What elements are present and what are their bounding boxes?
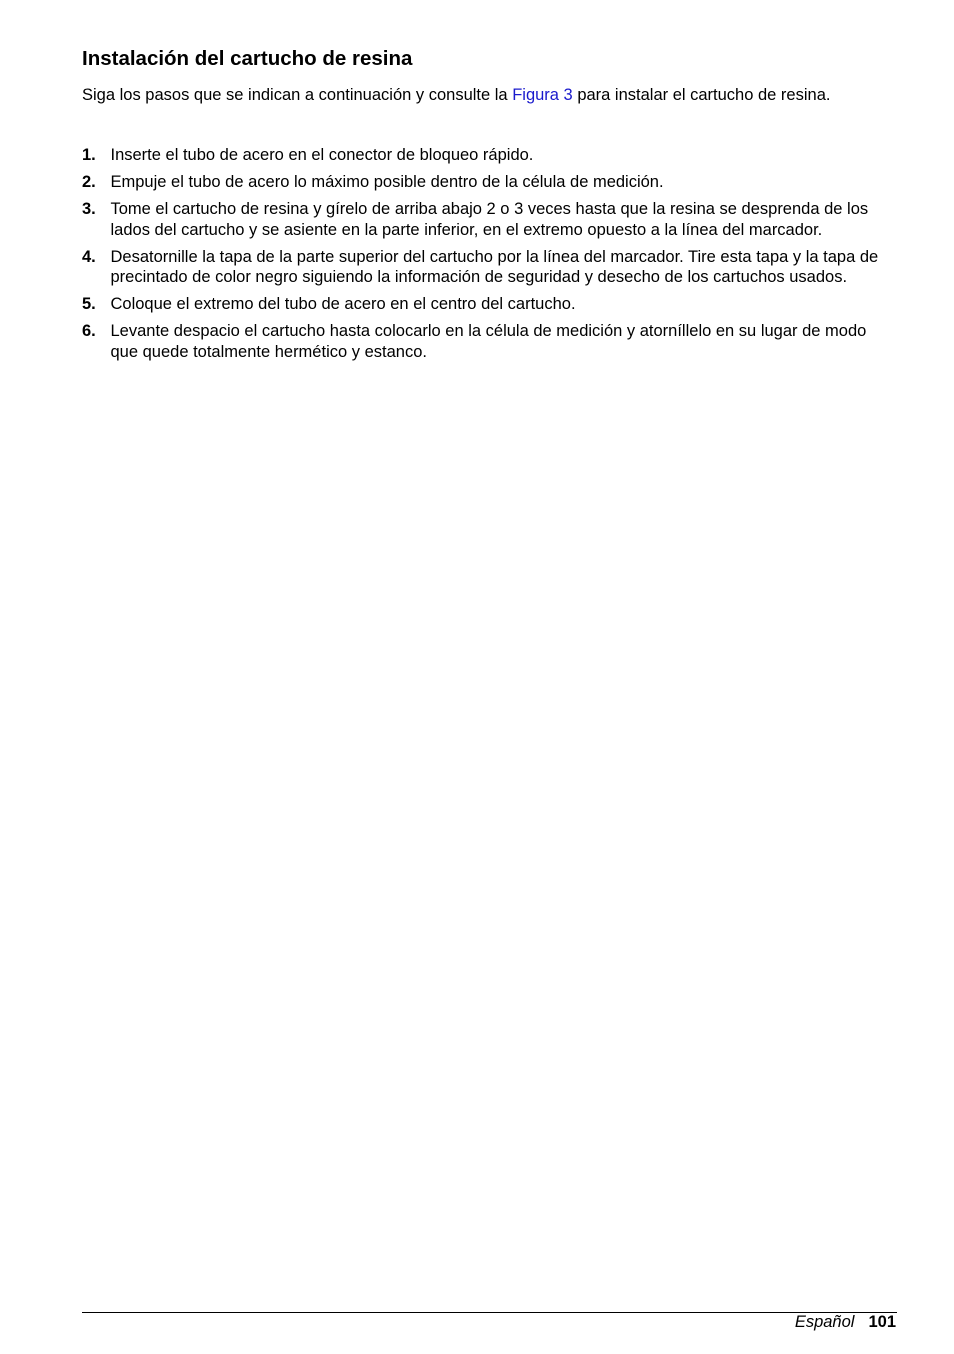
step-number: 1. [82, 146, 96, 164]
step-text: Tome el cartucho de resina y gírelo de arriba abajo 2 o 3 veces hasta que la resina se desprenda de los lados del cartucho y se asiente en la parte inferior, en el extremo opuesto a la línea del marcador. [110, 199, 869, 239]
step-text: Desatornille la tapa de la parte superior del cartucho por la línea del marcador. Tire esta tapa y la tapa de precintado de color negro siguiendo la información de seguridad y desecho de los cartuchos usados. [110, 247, 879, 287]
step-text: Inserte el tubo de acero en el conector de bloqueo rápido. [110, 146, 534, 164]
page-title: Instalación del cartucho de resina [82, 47, 413, 70]
step-number: 5. [82, 295, 96, 314]
step-text: Empuje el tubo de acero lo máximo posible dentro de la célula de medición. [110, 172, 664, 191]
installation-steps-list [82, 145, 898, 369]
step-number: 3. [82, 199, 96, 218]
footer-language: Español [794, 1313, 855, 1331]
figure-3-link[interactable]: Figura 3 [512, 86, 573, 104]
footer-page-number: 101 [868, 1313, 896, 1331]
step-number: 2. [82, 172, 96, 191]
step-text: Coloque el extremo del tubo de acero en el centro del cartucho. [110, 295, 576, 314]
step-number: 6. [82, 322, 96, 341]
list-item-step-1 [82, 145, 898, 166]
step-number: 4. [82, 247, 96, 266]
list-item-step-4 [82, 247, 898, 288]
intro-text-after: para instalar el cartucho de resina. [572, 86, 831, 104]
list-item-step-2 [82, 172, 898, 193]
intro-text-before: Siga los pasos que se indican a continuación y consulte la [82, 86, 513, 104]
list-item-step-5 [82, 294, 898, 315]
step-text: Levante despacio el cartucho hasta colocarlo en la célula de medición y atorníllelo en su lugar de modo que quede totalmente hermético y estanco. [110, 322, 867, 361]
footer-divider [82, 1312, 897, 1313]
page-footer [795, 1311, 896, 1333]
list-item-step-6 [82, 321, 898, 362]
list-item-step-3 [82, 199, 898, 240]
intro-paragraph [82, 85, 882, 106]
